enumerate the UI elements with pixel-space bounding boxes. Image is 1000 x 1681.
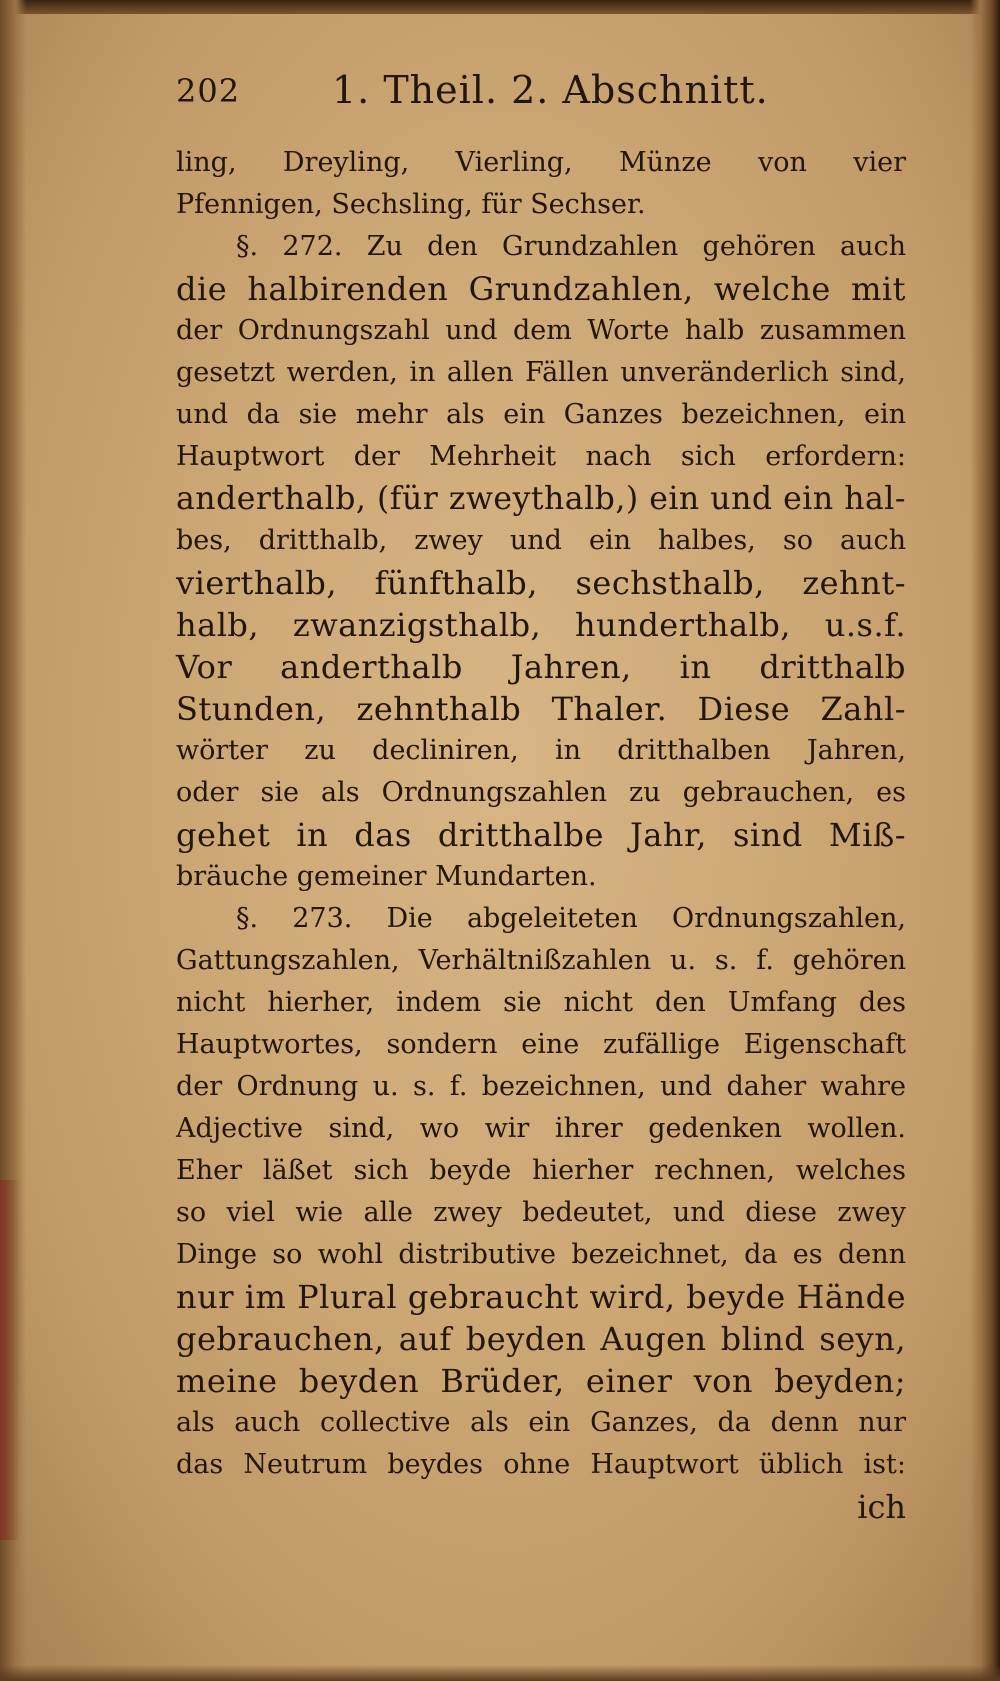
text-line: ling, Dreyling, Vierling, Münze von vier — [176, 147, 906, 178]
text-line: meine beyden Brüder, einer von beyden; — [176, 1362, 906, 1400]
text-line: gebrauchen, auf beyden Augen blind seyn, — [176, 1320, 906, 1358]
page-header — [176, 62, 906, 124]
catchword: ich — [857, 1488, 906, 1526]
text-line: der Ordnungszahl und dem Worte halb zusammen — [176, 315, 906, 346]
text-line: Dinge so wohl distributive bezeichnet, da es denn — [176, 1239, 906, 1270]
text-line: das Neutrum beydes ohne Hauptwort üblich ist: — [176, 1449, 906, 1480]
body-text — [176, 142, 906, 1528]
text-line: gesetzt werden, in allen Fällen unveränderlich sind, — [176, 357, 906, 388]
text-line: bräuche gemeiner Mundarten. — [176, 861, 597, 892]
text-line: halb, zwanzigsthalb, hunderthalb, u.s.f. — [176, 606, 906, 644]
text-line: Hauptwort der Mehrheit nach sich erfordern: — [176, 441, 906, 472]
text-line: so viel wie alle zwey bedeutet, und diese zwey — [176, 1197, 906, 1228]
text-line: Gattungszahlen, Verhältnißzahlen u. s. f. gehören — [176, 945, 906, 976]
text-line: Vor anderthalb Jahren, in dritthalb — [176, 648, 906, 686]
edge-stain — [0, 1180, 20, 1540]
text-line: oder sie als Ordnungszahlen zu gebrauchen, es — [176, 777, 906, 808]
text-line: nur im Plural gebraucht wird, beyde Hände — [176, 1278, 906, 1316]
text-line: Adjective sind, wo wir ihrer gedenken wollen. — [176, 1113, 906, 1144]
text-line: anderthalb, (für zweythalb,) ein und ein hal- — [176, 481, 906, 517]
page-top-shadow — [0, 0, 1000, 14]
fore-edge — [970, 0, 1000, 1681]
text-line: die halbirenden Grundzahlen, welche mit — [176, 270, 906, 308]
running-head: 1. Theil. 2. Abschnitt. — [332, 68, 769, 112]
text-line: Eher läßet sich beyde hierher rechnen, welches — [176, 1155, 906, 1186]
paragraph-273-start: §. 273. Die abgeleiteten Ordnungszahlen, — [236, 903, 906, 934]
text-block — [176, 62, 906, 1526]
paragraph-272-start: §. 272. Zu den Grundzahlen gehören auch — [236, 231, 906, 262]
text-line: gehet in das dritthalbe Jahr, sind Miß- — [176, 816, 906, 854]
text-line: bes, dritthalb, zwey und ein halbes, so auch — [176, 525, 906, 556]
text-line: Stunden, zehnthalb Thaler. Diese Zahl- — [176, 690, 906, 728]
text-line: Pfennigen, Sechsling, für Sechser. — [176, 189, 646, 220]
text-line: vierthalb, fünfthalb, sechsthalb, zehnt- — [176, 564, 906, 602]
text-line: nicht hierher, indem sie nicht den Umfang des — [176, 987, 906, 1018]
text-line: als auch collective als ein Ganzes, da denn nur — [176, 1407, 906, 1438]
page-number: 202 — [176, 72, 241, 110]
text-line: und da sie mehr als ein Ganzes bezeichnen, ein — [176, 399, 906, 430]
text-line: Hauptwortes, sondern eine zufällige Eigenschaft — [176, 1029, 906, 1060]
page-bottom-shadow — [0, 1665, 1000, 1681]
text-line: wörter zu decliniren, in dritthalben Jahren, — [176, 735, 906, 766]
text-line: der Ordnung u. s. f. bezeichnen, und daher wahre — [176, 1071, 906, 1102]
